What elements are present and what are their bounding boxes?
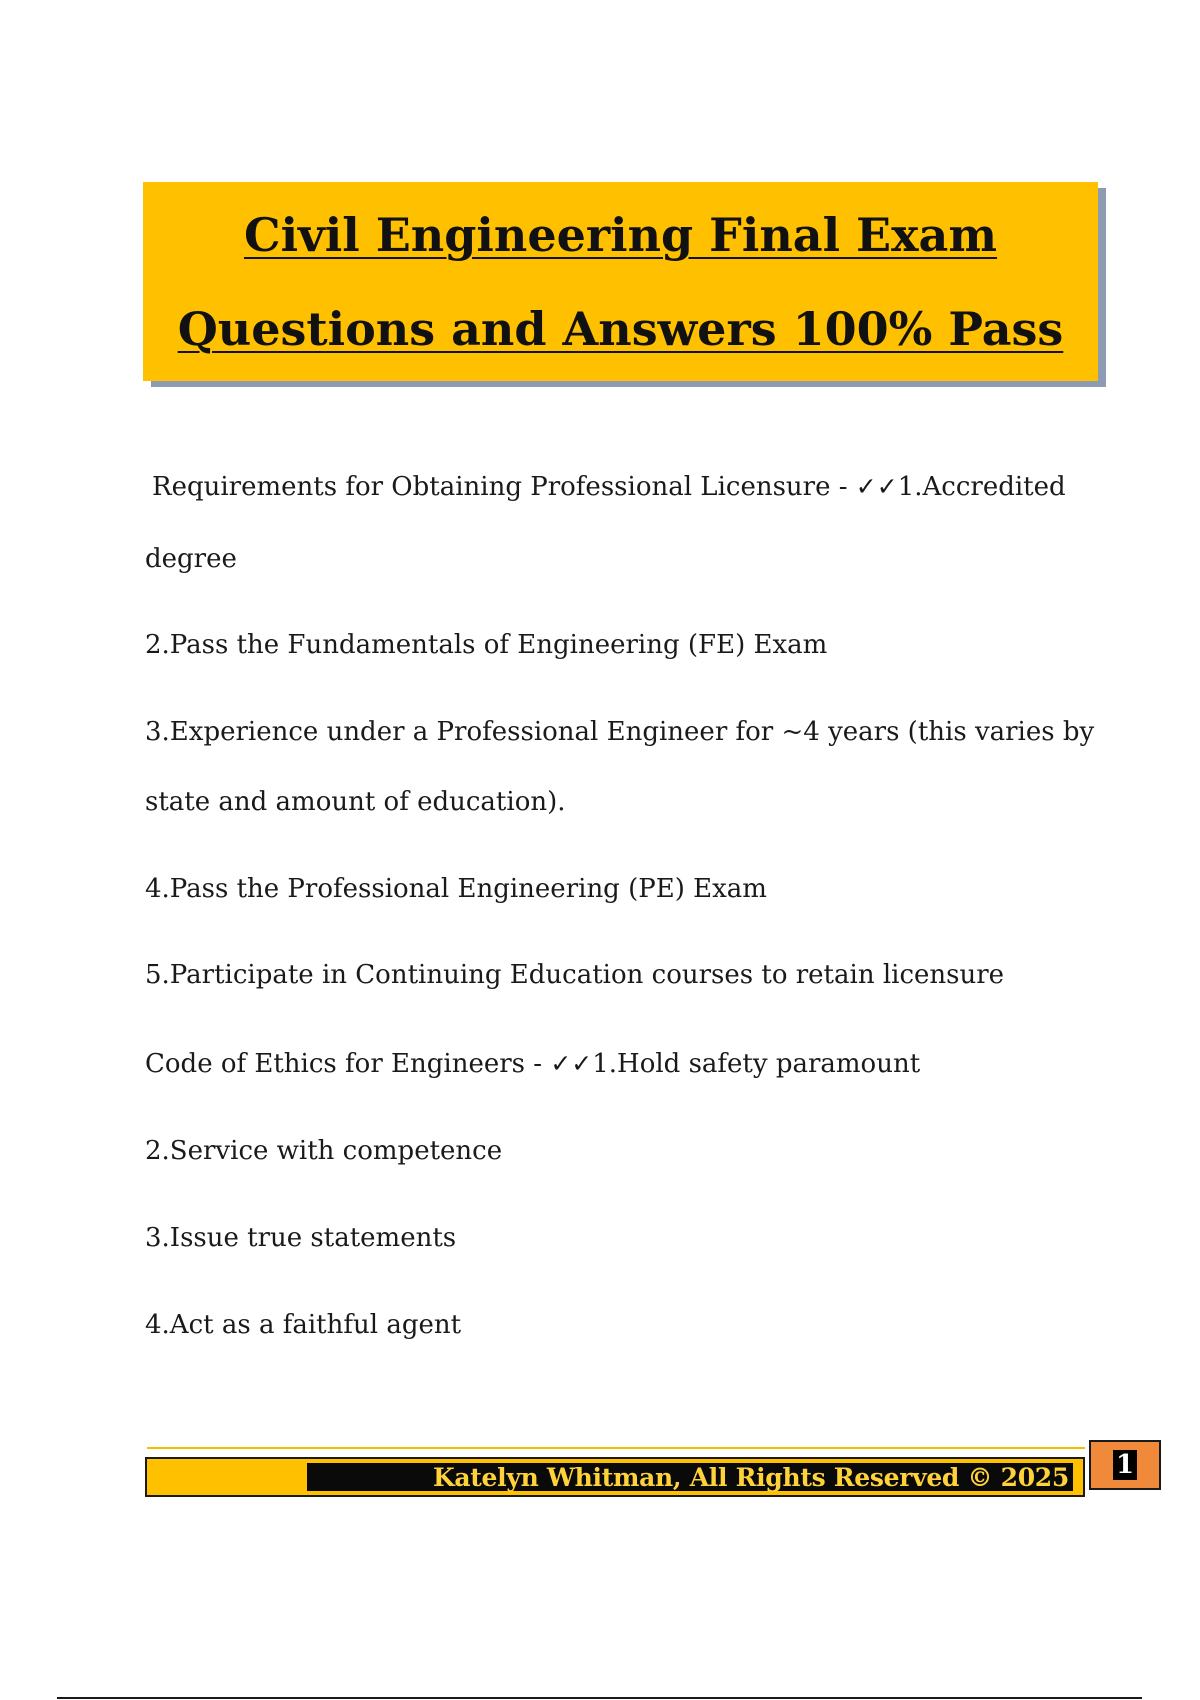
footer-divider: [147, 1447, 1085, 1449]
question-1-prompt: Requirements for Obtaining Professional Licensure -: [152, 472, 856, 502]
question-2-item-2: 2.Service with competence: [145, 1136, 503, 1166]
question-1-line: [152, 470, 1066, 504]
question-1-item-4: 4.Pass the Professional Engineering (PE) Exam: [145, 874, 767, 904]
double-check-icon: ✓✓: [855, 472, 898, 501]
footer-copyright: Katelyn Whitman, All Rights Reserved © 2025: [432, 1462, 1069, 1492]
question-2-prompt: Code of Ethics for Engineers -: [145, 1049, 551, 1079]
footer-bar: [145, 1457, 1085, 1497]
document-title-line-1: Civil Engineering Final Exam: [243, 207, 998, 262]
footer-copyright-strip: [307, 1463, 1073, 1491]
page-number-badge: [1089, 1440, 1161, 1490]
question-1-item-3-continued: state and amount of education).: [145, 787, 566, 817]
question-1-answer-continued: degree: [145, 544, 237, 574]
double-check-icon: ✓✓: [550, 1049, 593, 1078]
question-2-item-4: 4.Act as a faithful agent: [145, 1310, 462, 1340]
title-banner: [143, 182, 1098, 381]
question-1-answer-start: 1.Accredited: [897, 472, 1066, 502]
page-bottom-divider: [57, 1697, 1142, 1699]
document-title-line-2: Questions and Answers 100% Pass: [177, 301, 1064, 356]
page-number: 1: [1113, 1450, 1137, 1480]
question-1-item-2: 2.Pass the Fundamentals of Engineering (FE) Exam: [145, 630, 828, 660]
question-2-line: [145, 1047, 920, 1081]
question-2-item-3: 3.Issue true statements: [145, 1223, 457, 1253]
question-1-item-3: 3.Experience under a Professional Engineer for ~4 years (this varies by: [145, 717, 1095, 747]
question-2-answer-start: 1.Hold safety paramount: [592, 1049, 921, 1079]
question-1-item-5: 5.Participate in Continuing Education courses to retain licensure: [145, 960, 1005, 990]
